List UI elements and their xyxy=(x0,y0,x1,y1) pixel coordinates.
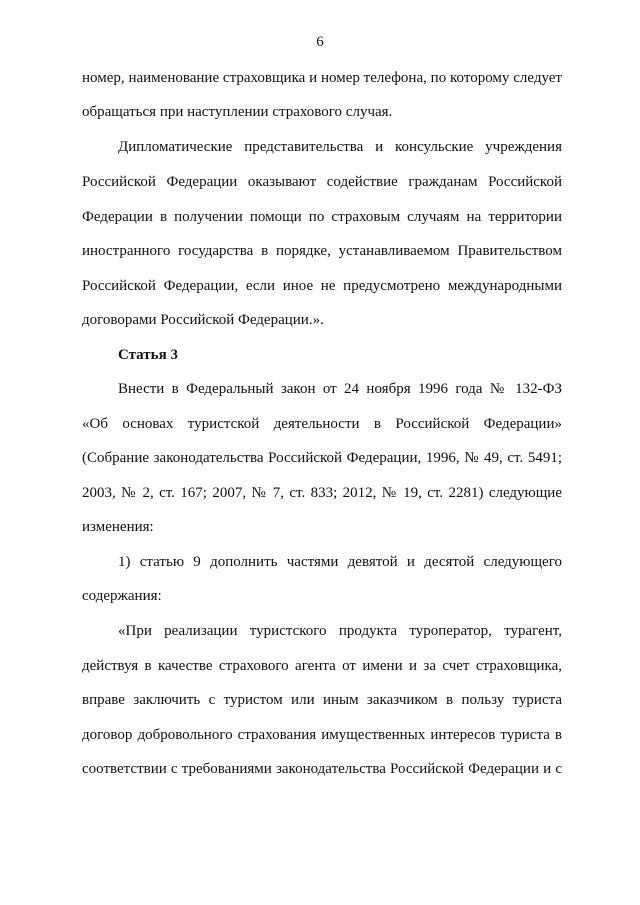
text-line: обращаться при наступлении страхового случая. xyxy=(82,104,393,120)
text-line: Российской Федерации, если иное не предусмотрено международными xyxy=(82,278,562,294)
text-line: изменения: xyxy=(82,519,154,535)
text-line: действуя в качестве страхового агента от имени и за счет страховщика, xyxy=(82,658,562,674)
text-line: содержания: xyxy=(82,588,162,604)
text-line: договорами Российской Федерации.». xyxy=(82,312,324,328)
text-line: вправе заключить с туристом или иным заказчиком в пользу туриста xyxy=(82,692,562,708)
text-line: иностранного государства в порядке, устанавливаемом Правительством xyxy=(82,243,562,259)
text-line: «Об основах туристской деятельности в Российской Федерации» xyxy=(82,416,562,432)
text-line: Внести в Федеральный закон от 24 ноября 1996 года № 132-ФЗ xyxy=(118,381,562,397)
text-line: Российской Федерации оказывают содействие гражданам Российской xyxy=(82,174,562,190)
article-heading: Статья 3 xyxy=(118,347,178,363)
text-line: Федерации в получении помощи по страховым случаям на территории xyxy=(82,209,562,225)
text-line: 2003, № 2, ст. 167; 2007, № 7, ст. 833; 2012, № 19, ст. 2281) следующие xyxy=(82,485,562,501)
text-line: договор добровольного страхования имущественных интересов туриста в xyxy=(82,727,562,743)
text-line: (Собрание законодательства Российской Федерации, 1996, № 49, ст. 5491; xyxy=(82,450,562,466)
text-line: Дипломатические представительства и консульские учреждения xyxy=(118,139,562,155)
text-line: номер, наименование страховщика и номер телефона, по которому следует xyxy=(82,70,562,86)
text-line: 1) статью 9 дополнить частями девятой и десятой следующего xyxy=(118,554,562,570)
text-line: соответствии с требованиями законодательства Российской Федерации и с xyxy=(82,761,562,777)
page-number: 6 xyxy=(316,34,324,50)
text-line: «При реализации туристского продукта туроператор, турагент, xyxy=(118,623,562,639)
